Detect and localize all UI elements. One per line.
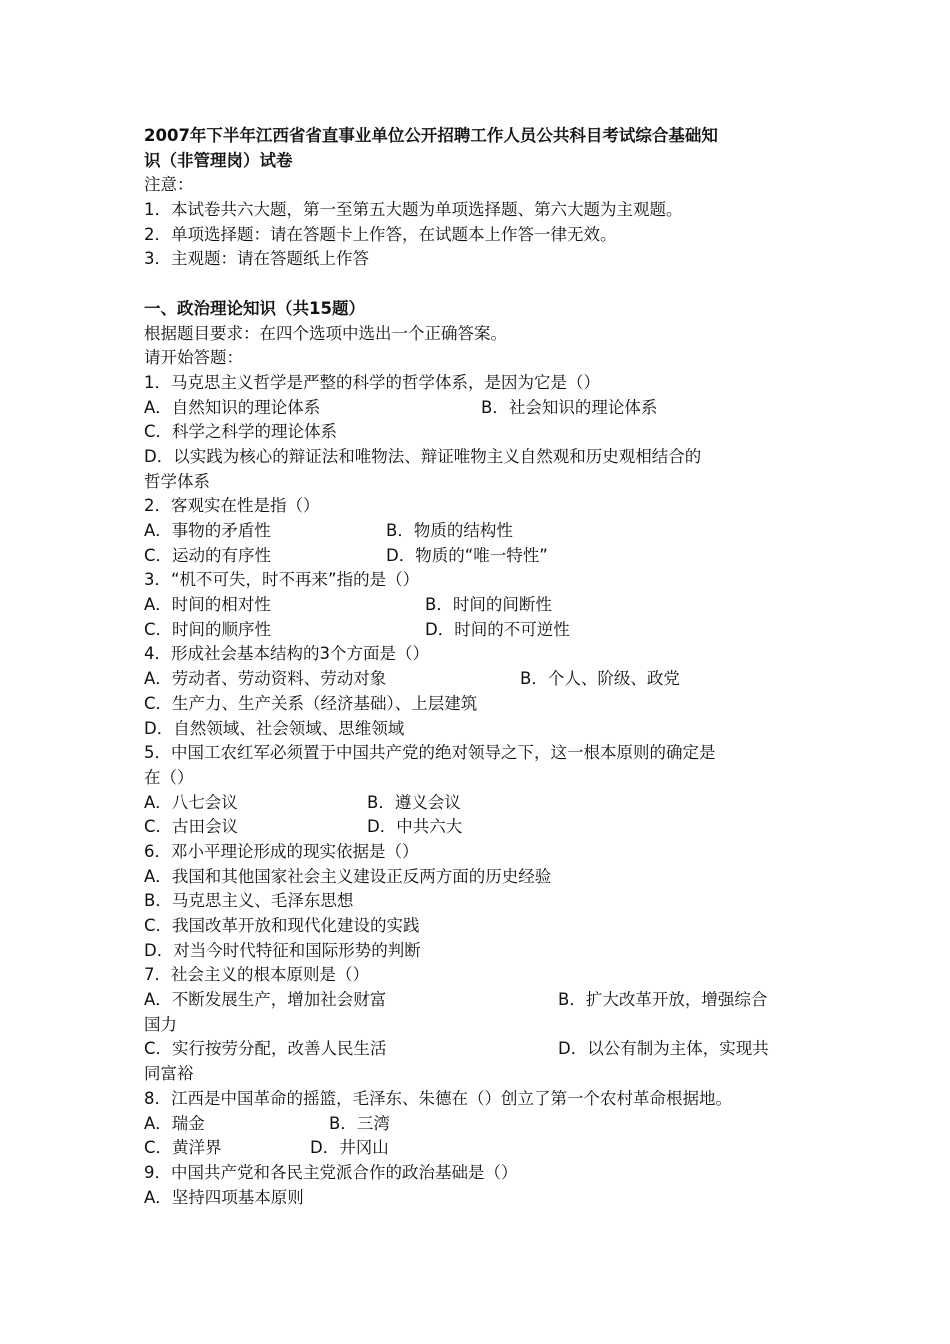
option-row [144,667,824,692]
option-a: A．坚持四项基本原则 [144,1187,304,1207]
option-c: C．生产力、生产关系（经济基础）、上层建筑 [144,693,478,713]
option-b: B．扩大改革开放，增强综合 [558,990,768,1010]
option-row [144,791,824,816]
option-b-cont: 国力 [144,1014,177,1034]
exam-page [144,124,824,1210]
question-stem-cont: 在（） [144,767,194,787]
section-instruction: 根据题目要求：在四个选项中选出一个正确答案。 [144,323,507,343]
option-d: D．物质的“唯一特性” [386,545,548,565]
option-a: A．八七会议 [144,792,238,812]
exam-title: 2007年下半年江西省省直事业单位公开招聘工作人员公共科目考试综合基础知 [144,126,718,145]
section-heading: 一、政治理论知识（共15题） [144,298,365,318]
section-start: 请开始答题： [144,348,243,368]
option-row [144,988,824,1013]
spacer [144,272,824,297]
option-d: D．对当今时代特征和国际形势的判断 [144,940,421,960]
question-stem: 4．形成社会基本结构的3个方面是（） [144,644,429,664]
notice-item: 3．主观题：请在答题纸上作答 [144,249,369,269]
option-a: A．不断发展生产，增加社会财富 [144,990,387,1010]
option-b: B．马克思主义、毛泽东思想 [144,891,354,911]
option-c: C．我国改革开放和现代化建设的实践 [144,916,420,935]
option-b: B．时间的间断性 [425,595,552,615]
option-c: C．运动的有序性 [144,545,272,565]
option-c: C．实行按劳分配，改善人民生活 [144,1039,387,1059]
question-stem: 5．中国工农红军必须置于中国共产党的绝对领导之下，这一根本原则的确定是 [144,743,716,763]
option-a: A．劳动者、劳动资料、劳动对象 [144,669,387,689]
option-d: D．以公有制为主体，实现共 [558,1039,769,1059]
question-stem: 6．邓小平理论形成的现实依据是（） [144,841,419,861]
question-stem: 9．中国共产党和各民主党派合作的政治基础是（） [144,1162,518,1182]
exam-title-cont: 识（非管理岗）试卷 [144,150,293,170]
option-c: C．时间的顺序性 [144,619,272,639]
notice-item: 2．单项选择题：请在答题卡上作答，在试题本上作答一律无效。 [144,224,617,244]
option-row [144,1037,824,1062]
option-a: A．时间的相对性 [144,595,271,615]
option-row [144,815,824,840]
question-stem: 8．江西是中国革命的摇篮，毛泽东、朱德在（）创立了第一个农村革命根据地。 [144,1088,732,1108]
option-c: C．科学之科学的理论体系 [144,422,338,442]
option-b: B．个人、阶级、政党 [520,669,680,689]
option-d-cont: 同富裕 [144,1064,194,1084]
option-a: A．事物的矛盾性 [144,521,271,540]
option-row [144,519,824,544]
option-row [144,1136,824,1161]
option-c: C．黄洋界 [144,1138,222,1158]
option-d: D．自然领域、社会领域、思维领域 [144,718,405,738]
question-stem: 1．马克思主义哲学是严整的科学的哲学体系，是因为它是（） [144,372,600,392]
option-a: A．我国和其他国家社会主义建设正反两方面的历史经验 [144,866,552,886]
option-b: B．物质的结构性 [386,521,513,540]
option-d: D．时间的不可逆性 [425,619,570,639]
option-row [144,618,824,643]
notice-item: 1．本试卷共六大题，第一至第五大题为单项选择题、第六大题为主观题。 [144,200,683,220]
option-row [144,544,824,569]
option-d: D．井冈山 [310,1138,389,1158]
option-b: B．三湾 [329,1113,390,1133]
option-row [144,1112,824,1137]
question-stem: 3．“机不可失，时不再来”指的是（） [144,570,420,590]
option-b: B．社会知识的理论体系 [481,397,658,417]
option-row [144,593,824,618]
option-d: D．以实践为核心的辩证法和唯物法、辩证唯物主义自然观和历史观相结合的 [144,446,702,466]
option-d-cont: 哲学体系 [144,471,210,491]
option-c: C．古田会议 [144,817,239,837]
option-d: D．中共六大 [367,817,463,837]
question-stem: 2．客观实在性是指（） [144,496,320,516]
notice-heading: 注意： [144,175,194,195]
question-stem: 7．社会主义的根本原则是（） [144,965,369,985]
option-b: B．遵义会议 [367,792,461,812]
option-a: A．瑞金 [144,1113,205,1133]
option-row [144,396,824,421]
option-a: A．自然知识的理论体系 [144,397,321,417]
